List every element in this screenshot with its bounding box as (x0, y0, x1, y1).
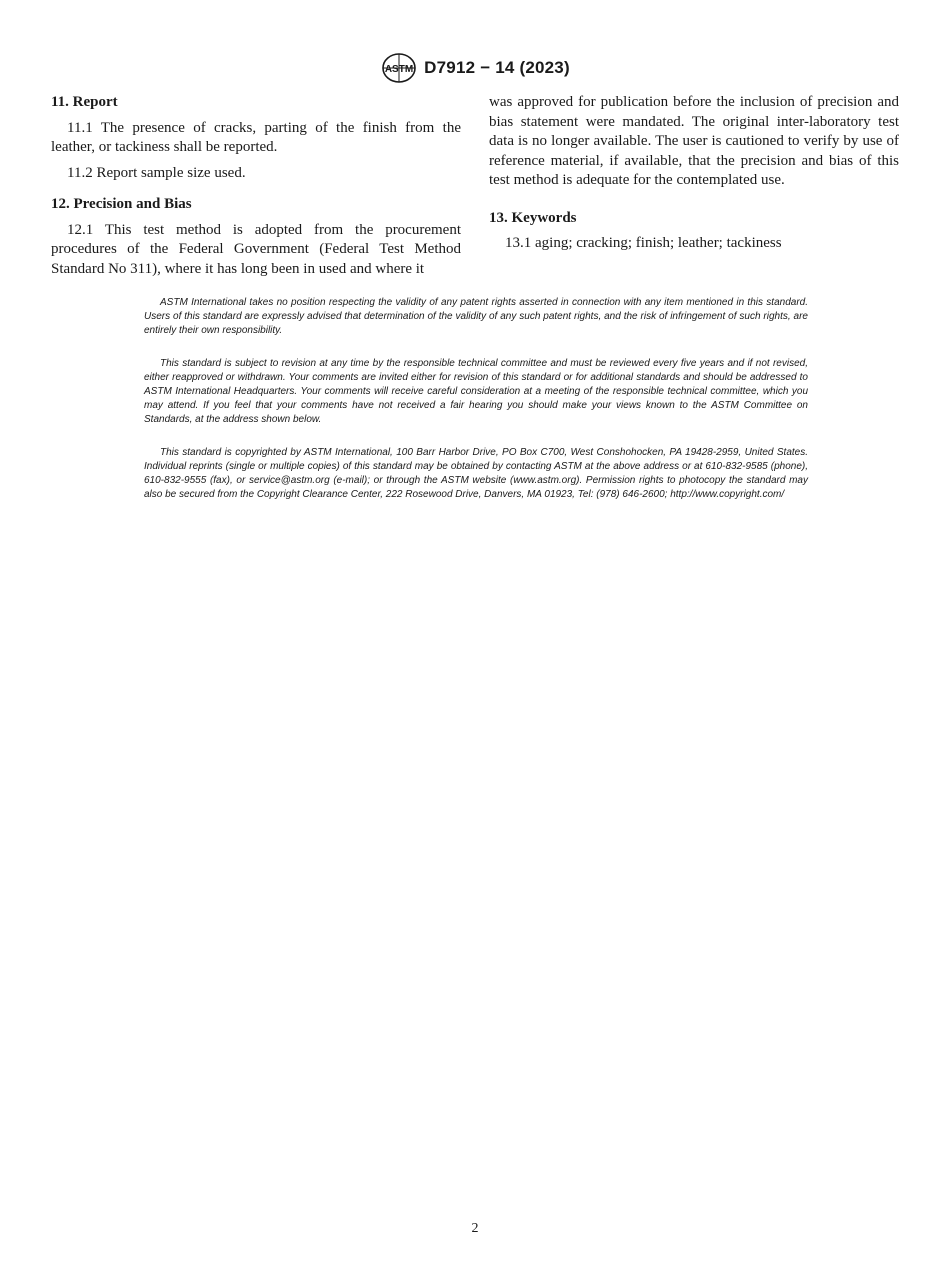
copyright-notice: This standard is copyrighted by ASTM International, 100 Barr Harbor Drive, PO Box C700, West Conshohocken, PA 19428-2959, United States. Individual reprints (single or multiple copies) of this standard may be obtained by contacting ASTM at the above address or at 610-832-9585 (phone), 610-832-9555 (fax), or service@astm.org (e-mail); or through the ASTM website (www.astm.org). Permission rights to photocopy the standard may also be secured from the Copyright Clearance Center, 222 Rosewood Drive, Danvers, MA 01923, Tel: (978) 646-2600; http://www.copyright.com/ (144, 447, 808, 500)
left-column (51, 93, 461, 285)
paragraph-13-1: 13.1 aging; cracking; finish; leather; tackiness (505, 235, 782, 251)
page-header (0, 52, 950, 89)
paragraph-11-2: 11.2 Report sample size used. (67, 164, 246, 181)
astm-logo-icon (380, 52, 418, 84)
section-heading-keywords: 13. Keywords (489, 209, 577, 226)
right-column (489, 93, 899, 260)
paragraph-12-1-start: 12.1 This test method is adopted from the procurement procedures of the Federal Government (Federal Test Method Standard No 311), where it has long been in used and where it (51, 221, 461, 277)
section-heading-precision: 12. Precision and Bias (51, 196, 192, 212)
patent-notice: ASTM International takes no position respecting the validity of any patent rights asserted in connection with any item mentioned in this standard. Users of this standard are expressly advised that determination of the validity of any such patent rights, and the risk of infringement of such rights, are entirely their own responsibility. (144, 297, 808, 336)
page-number: 2 (471, 1221, 479, 1236)
header-inner (380, 52, 570, 84)
legal-notices (144, 296, 808, 522)
paragraph-11-1: 11.1 The presence of cracks, parting of the finish from the leather, or tackiness shall be reported. (51, 119, 461, 155)
standard-designation: D7912 − 14 (2023) (424, 58, 570, 77)
logo-text: ASTM (385, 64, 414, 75)
paragraph-12-1-continued: was approved for publication before the inclusion of precision and bias statement were mandated. The original inter-laboratory test data is no longer available. The user is cautioned to verify by use of reference material, if available, that the precision and bias of this test method is adequate for the contemplated use. (489, 94, 899, 188)
section-heading-report: 11. Report (51, 94, 118, 110)
revision-notice: This standard is subject to revision at any time by the responsible technical committee and must be reviewed every five years and if not revised, either reapproved or withdrawn. Your comments are invited either for revision of this standard or for additional standards and should be addressed to ASTM International Headquarters. Your comments will receive careful consideration at a meeting of the responsible technical committee, which you may attend. If you feel that your comments have not received a fair hearing you should make your views known to the ASTM Committee on Standards, at the address shown below. (144, 358, 808, 425)
